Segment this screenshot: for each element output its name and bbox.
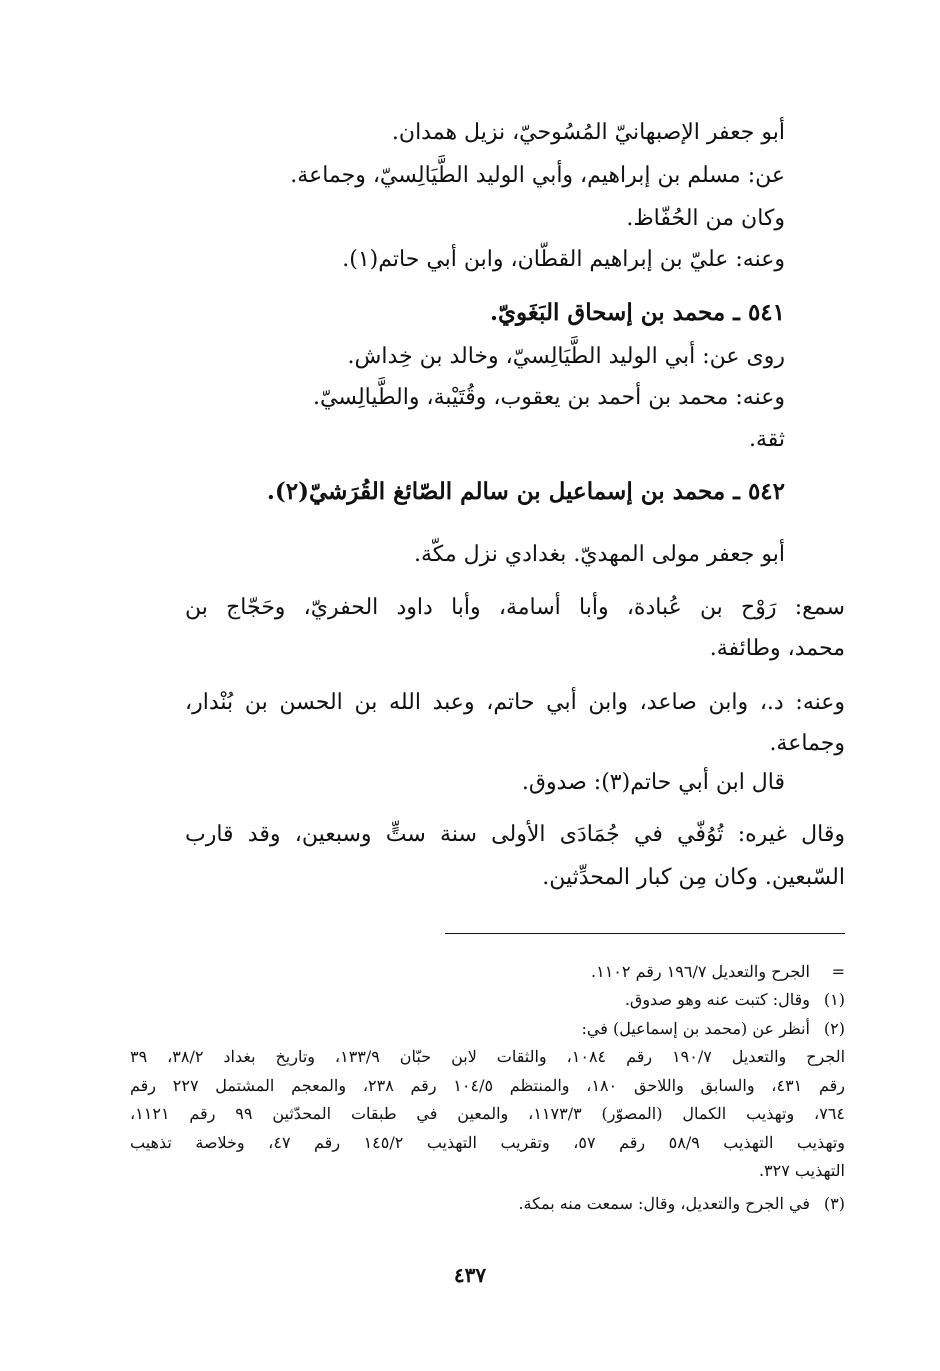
footnote-3-text: في الجرح والتعديل، وقال: سمعت منه بمكة. xyxy=(518,1194,810,1213)
footnote-2-line-3: ٧٦٤، وتهذيب الكمال (المصوّر) ١١٧٣/٣، والمعين في طبقات المحدّثين ٩٩ رقم ١١٢١، xyxy=(130,1104,846,1123)
entry-542-line-4: قال ابن أبي حاتم(٣): صدوق. xyxy=(521,770,785,795)
entry-540-line-4: وعنه: عليّ بن إبراهيم القطّان، وابن أبي حاتم(١). xyxy=(342,247,785,272)
entry-541-line-2: وعنه: محمد بن أحمد بن يعقوب، وقُتَيْبة، والطَّيالِسيّ. xyxy=(312,385,785,410)
entry-540-line-3: وكان من الحُفّاظ. xyxy=(626,206,785,231)
footnote-2-line-4: وتهذيب التهذيب ٥٨/٩ رقم ٥٧، وتقريب التهذيب ١٤٥/٢ رقم ٤٧، وخلاصة تذهيب xyxy=(130,1133,846,1152)
footnote-2-marker: (٢) xyxy=(823,1019,845,1038)
entry-542-line-2a xyxy=(125,593,845,623)
footnote-1-marker: (١) xyxy=(823,990,845,1009)
entry-542-line-3a-text: وعنه: د.، وابن صاعد، وابن أبي حاتم، وعبد الله بن الحسن بن بُنْدار، xyxy=(185,690,845,715)
footnote-2-line-5: التهذيب ٣٢٧. xyxy=(758,1161,845,1180)
entry-541-line-1: روى عن: أبي الوليد الطَّيَالِسيّ، وخالد بن خِداش. xyxy=(347,344,785,369)
footnote-2-line-1: الجرح والتعديل ١٩٠/٧ رقم ١٠٨٤، والثقات لابن حبّان ١٣٣/٩، وتاريخ بغداد ٣٨/٢، ٣٩ xyxy=(130,1047,846,1066)
footnote-separator xyxy=(445,933,845,934)
entry-541-line-3: ثقة. xyxy=(748,427,785,452)
footnote-0-text: الجرح والتعديل ١٩٦/٧ رقم ١١٠٢. xyxy=(591,962,810,981)
entry-542-line-2b: محمد، وطائفة. xyxy=(709,636,845,661)
entry-540-line-1: أبو جعفر الإصبهانيّ المُسُوحيّ، نزيل همدان. xyxy=(391,120,785,145)
entry-541-heading: ٥٤١ ـ محمد بن إسحاق البَغَويّ. xyxy=(490,299,785,326)
entry-540-line-2: عن: مسلم بن إبراهيم، وأبي الوليد الطَّيَالِسيّ، وجماعة. xyxy=(290,163,785,188)
entry-542-line-5a xyxy=(125,820,845,850)
page-number: ٤٣٧ xyxy=(453,1263,487,1287)
entry-542-line-5b: السّبعين. وكان مِن كبار المحدِّثين. xyxy=(542,865,845,890)
footnote-0-marker: = xyxy=(831,962,845,981)
entry-542-line-2a-text: سمع: رَوْح بن عُبادة، وأبا أسامة، وأبا داود الحفريّ، وحَجّاج بن xyxy=(185,595,845,620)
footnote-1-text: وقال: كتبت عنه وهو صدوق. xyxy=(624,990,810,1009)
entry-542-line-1: أبو جعفر مولى المهديّ. بغدادي نزل مكّة. xyxy=(413,542,785,567)
footnote-2-line-2: رقم ٤٣١، والسابق واللاحق ١٨٠، والمنتظم ١٠٤/٥ رقم ٢٣٨، والمعجم المشتمل ٢٢٧ رقم xyxy=(130,1076,846,1095)
entry-542-line-3a xyxy=(125,688,845,718)
entry-542-line-5a-text: وقال غيره: تُوُفّي في جُمَادَى الأولى سنة ستٍّ وسبعين، وقد قارب xyxy=(185,822,845,847)
footnote-2-text: أنظر عن (محمد بن إسماعيل) في: xyxy=(581,1019,810,1038)
entry-542-line-3b: وجماعة. xyxy=(769,731,845,756)
entry-542-heading: ٥٤٢ ـ محمد بن إسماعيل بن سالم الصّائغ القُرَشيّ(٢). xyxy=(266,478,785,505)
footnote-3-marker: (٣) xyxy=(823,1194,845,1213)
